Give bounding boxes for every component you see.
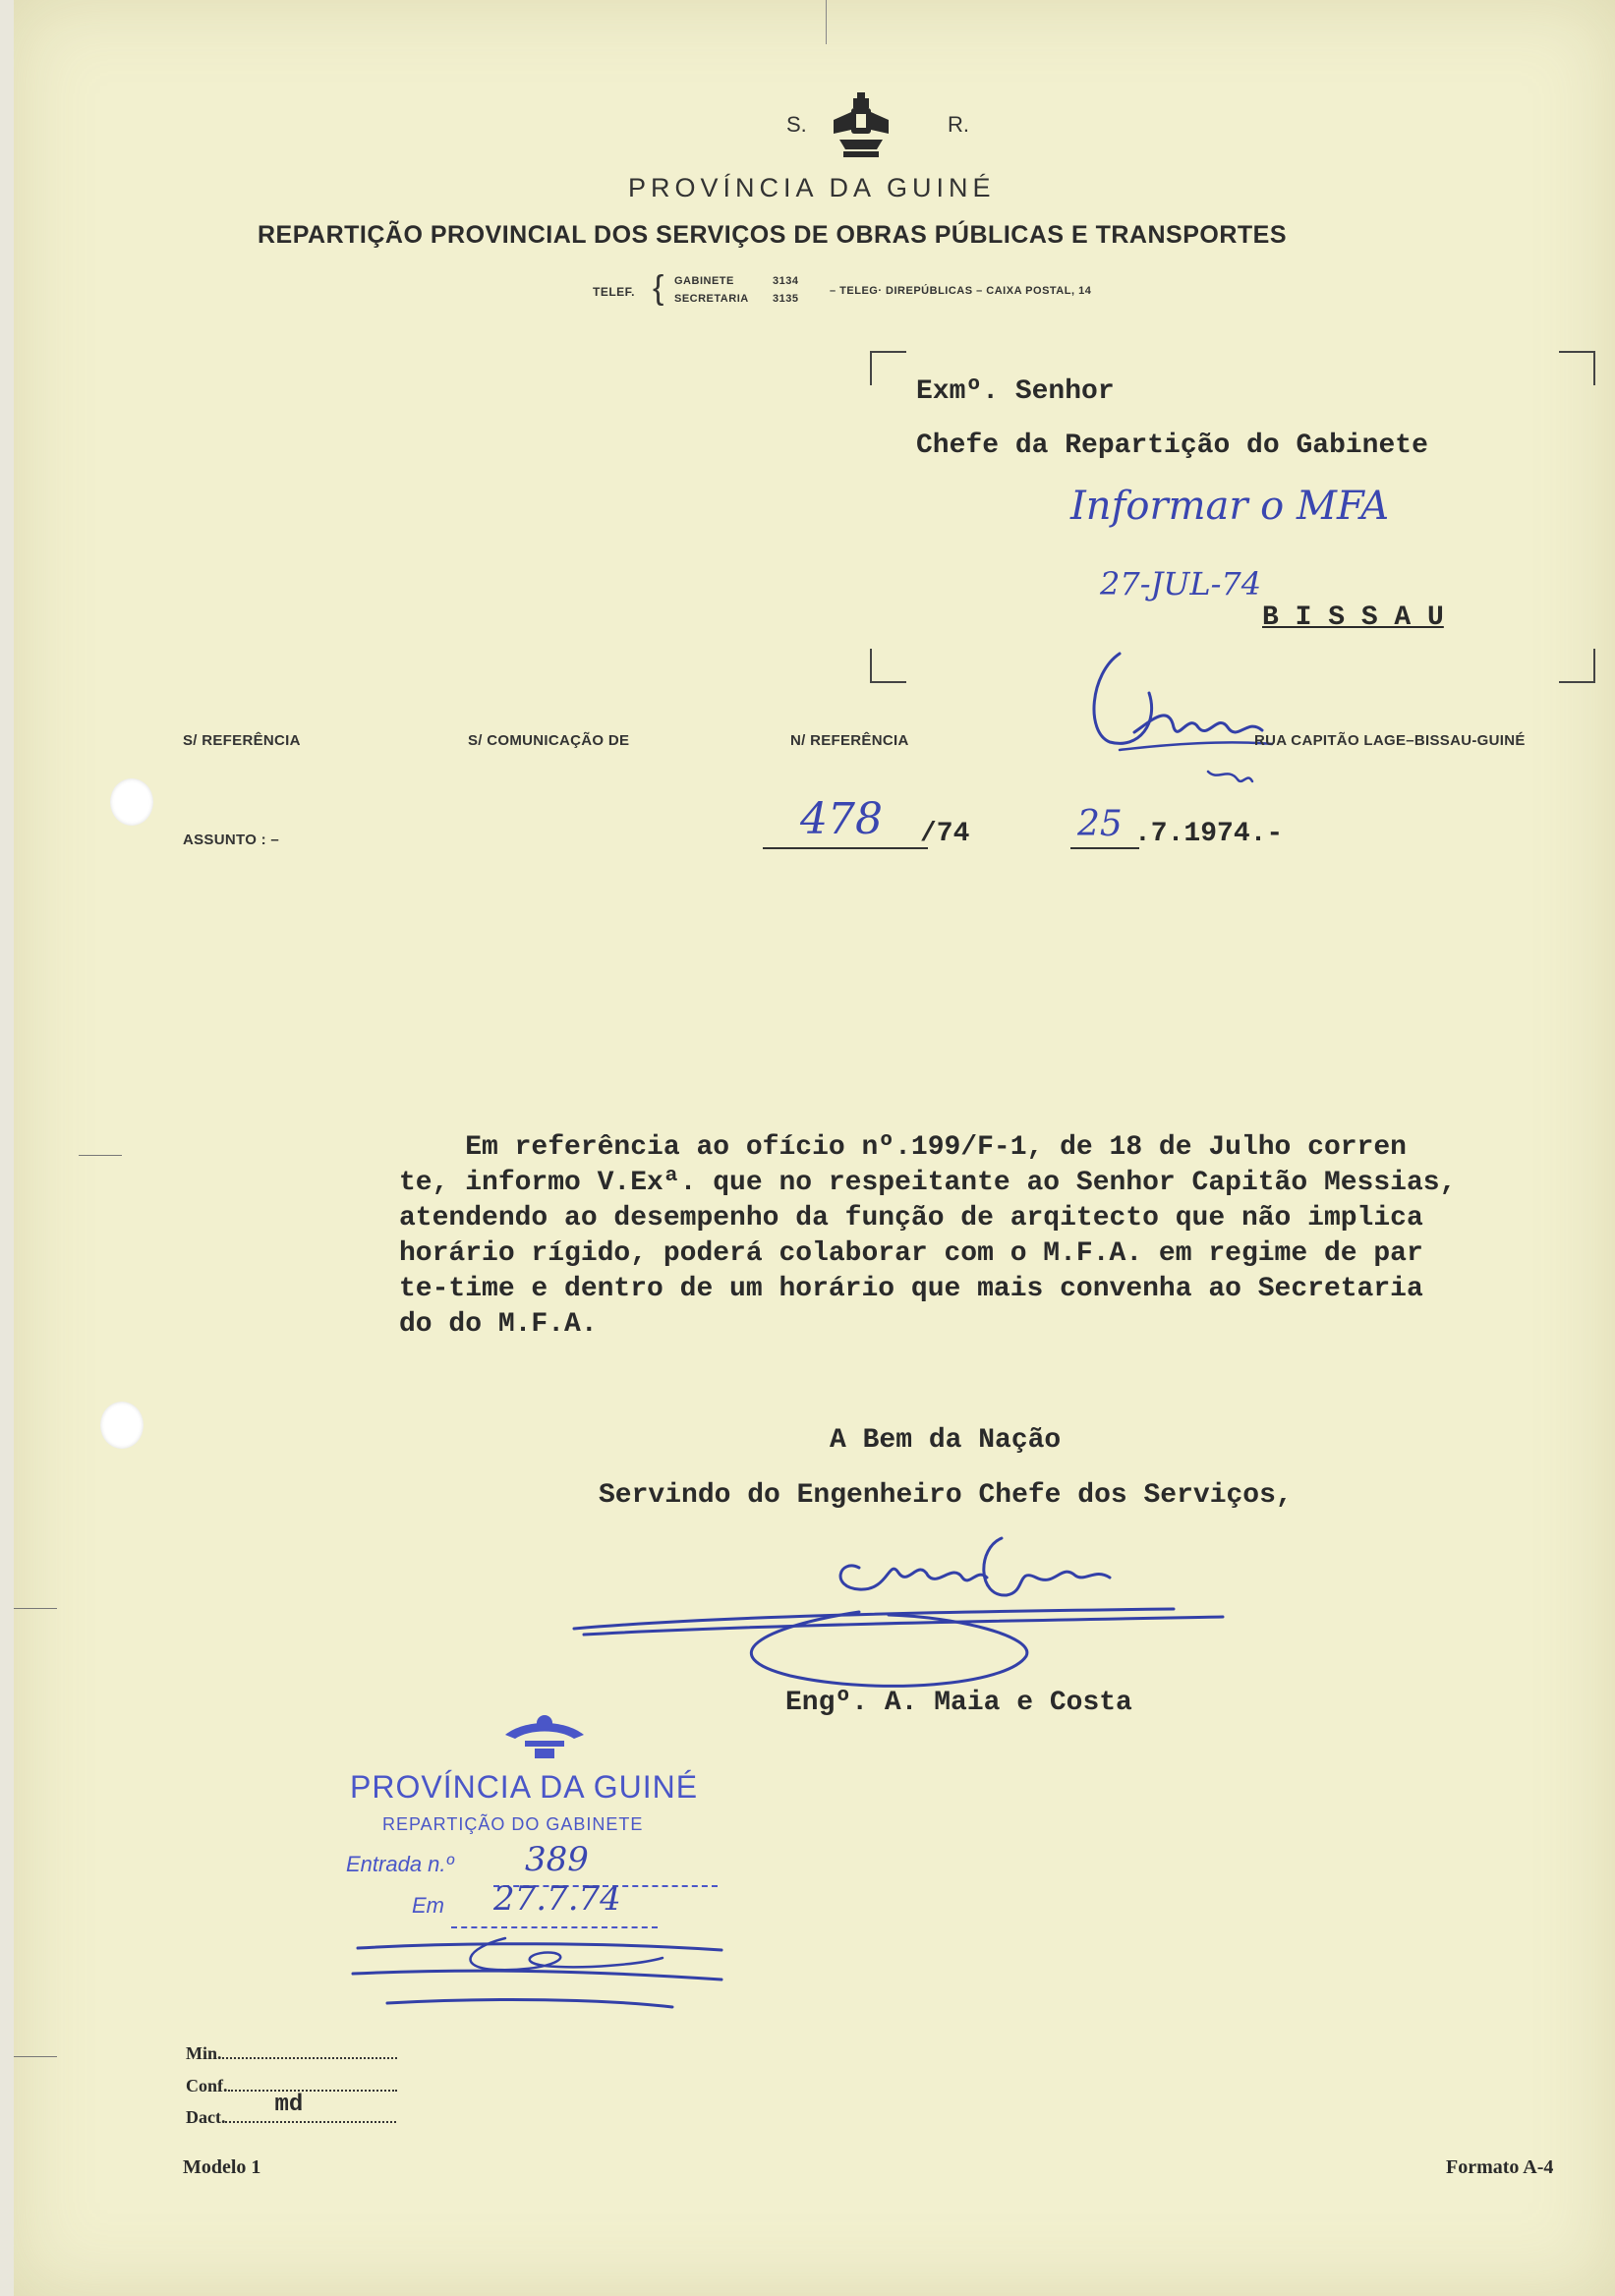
model-label: Modelo 1 — [183, 2156, 261, 2178]
department-title: REPARTIÇÃO PROVINCIAL DOS SERVIÇOS DE OBRAS PÚBLICAS E TRANSPORTES — [258, 221, 1288, 249]
handwritten-date: 27-JUL-74 — [1100, 565, 1262, 603]
gabinete-label: GABINETE — [674, 275, 734, 287]
signature — [564, 1519, 1233, 1695]
addressee-salutation: Exmº. Senhor — [916, 376, 1115, 407]
closing-service-line: Servindo do Engenheiro Chefe dos Serviços, — [599, 1480, 1293, 1511]
brace: { — [653, 269, 664, 307]
date-underline — [1070, 847, 1139, 849]
header-r: R. — [948, 112, 969, 137]
reference-underline — [763, 847, 928, 849]
punch-hole — [110, 778, 153, 826]
label-s-referencia: S/ REFERÊNCIA — [183, 732, 301, 749]
conf-label: Conf. — [186, 2076, 228, 2095]
min-label: Min. — [186, 2043, 222, 2063]
stamp-signature — [348, 1928, 731, 2013]
letter-body — [399, 1130, 1456, 1343]
addressee-city: B I S S A U — [1262, 603, 1444, 633]
addressee-title: Chefe da Repartição do Gabinete — [916, 430, 1428, 461]
margin-tick — [79, 1155, 122, 1156]
field-dact — [186, 2092, 396, 2128]
secretaria-number: 3135 — [773, 293, 799, 305]
stamp-date-value: 27.7.74 — [493, 1879, 621, 1919]
stamp-entry-label: Entrada n.º — [346, 1852, 454, 1876]
fold-mark — [826, 0, 827, 44]
handwritten-note: Informar o MFA — [1070, 484, 1390, 529]
field-min — [186, 2039, 397, 2064]
stamp-department: REPARTIÇÃO DO GABINETE — [382, 1814, 644, 1834]
stamp-crest-icon — [495, 1705, 594, 1762]
format-label: Formato A-4 — [1446, 2156, 1554, 2178]
stamp-entry-number: 389 — [525, 1840, 589, 1879]
gabinete-number: 3134 — [773, 275, 799, 287]
reference-number: 478 — [800, 794, 883, 844]
label-s-comunicacao: S/ COMUNICAÇÃO DE — [468, 732, 630, 749]
closing-salutation: A Bem da Nação — [830, 1425, 1062, 1456]
telegraph-info: – TELEG· DIREPÚBLICAS – CAIXA POSTAL, 14 — [830, 285, 1092, 297]
body-line: Em referência ao ofício nº.199/F-1, de 18 de Julho corren — [399, 1132, 1407, 1163]
signatory-name: Engº. A. Maia e Costa — [785, 1688, 1132, 1718]
secretaria-label: SECRETARIA — [674, 293, 749, 305]
letter-page — [14, 0, 1615, 2296]
conf-dots — [228, 2072, 397, 2092]
date-rest: .7.1974.- — [1134, 819, 1284, 849]
handwritten-initials — [1080, 634, 1277, 806]
stamp-province: PROVÍNCIA DA GUINÉ — [350, 1769, 699, 1805]
margin-tick — [14, 1608, 57, 1609]
stamp-date-label: Em — [412, 1893, 444, 1918]
dact-label: Dact. — [186, 2107, 226, 2127]
dact-dots — [225, 2092, 396, 2123]
margin-tick — [14, 2056, 57, 2057]
header-s: S. — [786, 112, 807, 137]
label-n-referencia: N/ REFERÊNCIA — [790, 732, 909, 749]
dact-value: md — [274, 2092, 304, 2118]
punch-hole — [100, 1402, 144, 1449]
body-line: atendendo ao desempenho da função de arqitecto que não implica — [399, 1203, 1423, 1234]
reference-year: /74 — [920, 819, 970, 849]
body-line: do do M.F.A. — [399, 1309, 598, 1340]
body-line: horário rígido, poderá colaborar com o M.F.A. em regime de par — [399, 1238, 1423, 1269]
province-title: PROVÍNCIA DA GUINÉ — [628, 173, 996, 202]
date-day: 25 — [1077, 804, 1123, 844]
telef-label: TELEF. — [593, 285, 636, 299]
sender-address: RUA CAPITÃO LAGE–BISSAU-GUINÉ — [1254, 732, 1526, 749]
body-line: te-time e dentro de um horário que mais convenha ao Secretaria — [399, 1274, 1423, 1304]
min-dots — [222, 2039, 397, 2059]
coat-of-arms-icon — [830, 90, 893, 161]
body-line: te, informo V.Exª. que no respeitante ao Senhor Capitão Messias, — [399, 1168, 1457, 1198]
label-assunto: ASSUNTO : – — [183, 832, 280, 848]
